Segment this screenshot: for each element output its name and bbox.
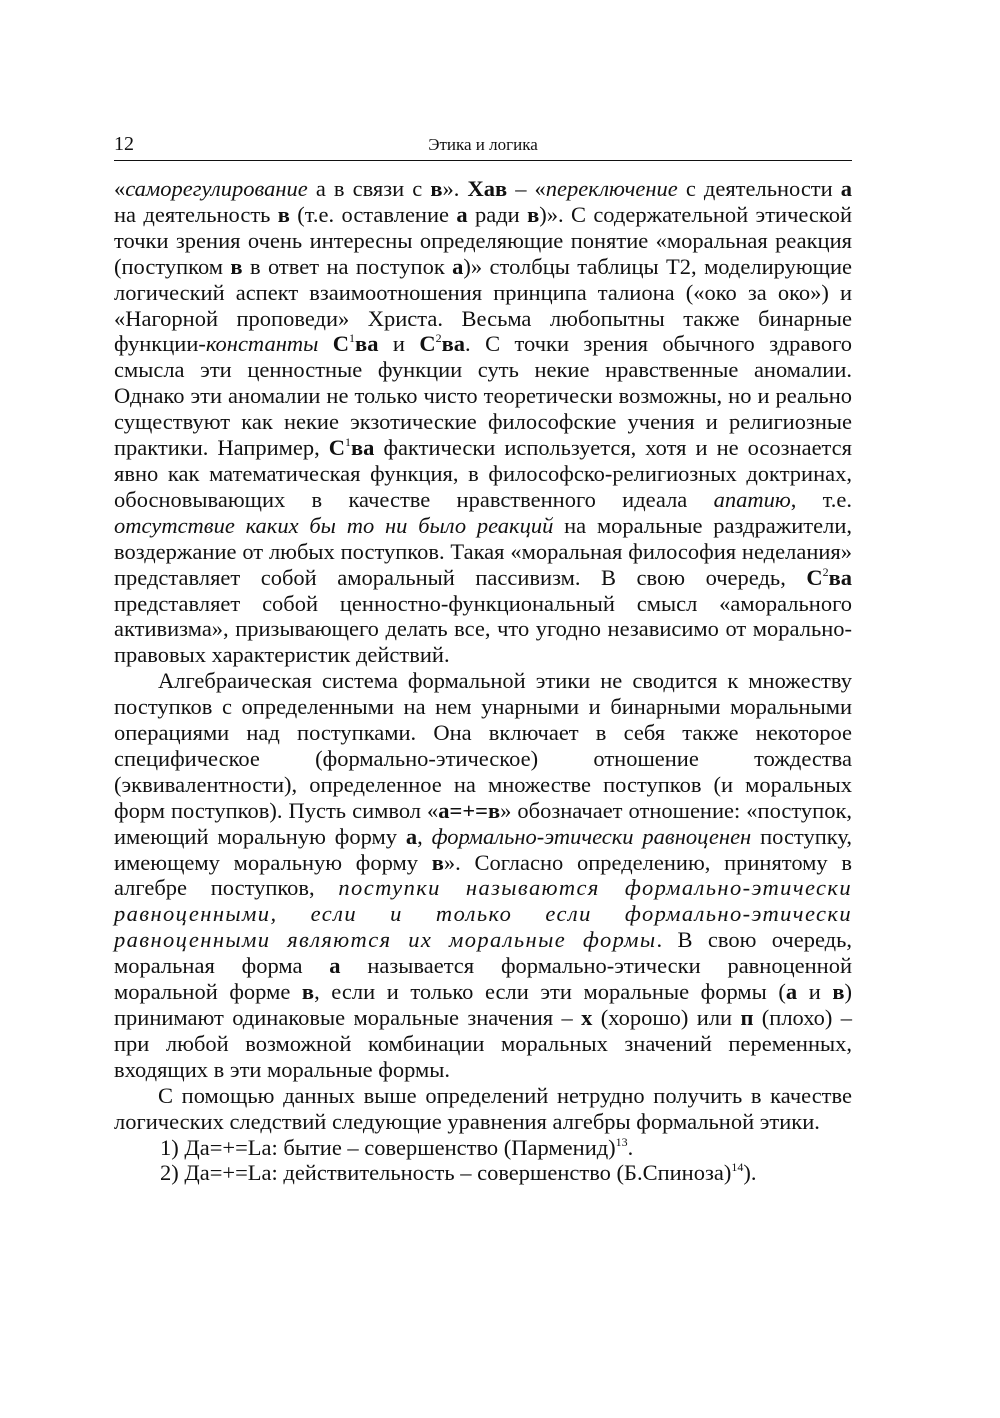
text-run: Алгебраическая система формальной этики не сводится к множеству поступков с определенными на нем унарными и бинарными моральными операциями над поступками. Она включает в себя также некоторое специфическое (формально-этическое) отношение тождества (эквивалентности), определенное на множестве поступков (и моральных форм поступков). Пусть символ « [114,668,852,823]
paragraph-3 [114,1083,852,1135]
superscript: 2 [435,331,442,346]
italic-term: отсутствие каких бы то ни было реакций [114,512,554,538]
bold-symbol: х [581,1005,593,1030]
bold-symbol: а [785,979,798,1005]
text-run: , т.е. [790,486,852,512]
bold-formula: а=+=в [438,797,501,823]
italic-term: формально-этически равноценен [431,823,752,849]
bold-symbol: а [456,201,468,227]
bold-symbol: а [840,176,853,201]
bold-symbol: С [332,331,350,357]
bold-symbol: Хав [467,176,508,201]
text-run: С помощью данных выше определений нетрудно получить в качестве логических следствий следующие уравнения алгебры формальной этики. [114,1082,852,1134]
bold-symbol: а [452,253,464,279]
text-run: )». С содержательной этической точки зрения очень интересны определяющие понятие «моральная реакция (поступком [114,201,853,279]
italic-term: саморегулирование [125,176,308,201]
text-run: (плохо) – при любой возможной комбинации моральных значений переменных, входящих в эти моральные формы. [114,1005,852,1082]
bold-symbol: ва [355,331,379,357]
text-run: на моральные раздражители, воздержание от любых поступков. Такая «моральная философия неделания» представляет собой аморальный пассивизм. В свою очередь, [114,512,852,590]
equation-2 [114,1160,852,1186]
italic-term: переключение [545,176,678,201]
bold-symbol: в [431,849,444,875]
footnote-ref: 13 [615,1134,628,1149]
superscript: 2 [822,564,829,579]
bold-symbol: С [806,564,823,590]
text-run: ». Согласно определению, принятому в алгебре поступков, [114,849,852,901]
text-run: называется формально-этически равноценной моральной форме [114,953,852,1005]
text-run: и [797,979,833,1005]
bold-symbol: ва [828,564,852,590]
bold-symbol: в [527,201,540,227]
running-title: Этика и логика [428,135,538,154]
text-run: (т.е. оставление [289,201,457,227]
text-run: « [114,176,126,201]
text-run: » обозначает отношение: «поступок, имеющий моральную форму [114,797,853,849]
bold-symbol: а [405,823,418,849]
footnote-ref: 14 [731,1160,744,1175]
bold-symbol: ва [351,435,375,461]
superscript: 1 [349,331,356,346]
text-run: . С точки зрения обычного здравого смысла эти ценностные функции суть некие нравственные аномалии. Однако эти аномалии не только чисто теоретически возможны, но и реально существуют как некие экзотические философские учения и религиозные практики. Например, [114,331,852,461]
text-run: представляет собой ценностно-функциональный смысл «аморального активизма», призывающего делать все, что угодно независимо от морально-правовых характеристик действий. [114,590,852,668]
bold-symbol: п [740,1005,754,1030]
italic-definition: поступки называются формально-этически равноценными, если и только если формально-этически равноценными являются их моральные формы [114,875,853,953]
page-header [114,132,852,161]
text-run: в ответ на поступок [242,253,453,279]
bold-symbol: в [430,176,443,201]
body-text [114,176,852,1186]
bold-symbol: в [277,201,290,227]
text-run: , [417,823,432,849]
equation-text: 2) Дa=+=Lа: действительность – совершенство (Б.Спиноза) [160,1160,732,1186]
text-run: . [627,1134,634,1160]
text-run: с деятельности [677,176,841,201]
italic-term: константы [205,331,319,357]
text-run: ) принимают одинаковые моральные значения – [114,979,852,1030]
superscript: 1 [345,435,352,450]
paragraph-1 [114,176,852,668]
text-run: а в связи с [307,176,431,201]
text-run: на деятельность [114,201,278,227]
page-number: 12 [114,133,134,155]
text-run: фактически используется, хотя и не осознается явно как математическая функция, в философско-религиозных доктринах, обосновывающих в качестве нравственного идеала [114,435,852,512]
bold-symbol: а [329,953,341,979]
equation-text: 1) Дa=+=Lа: бытие – совершенство (Парменид) [160,1134,616,1160]
text-run: )» столбцы таблицы Т2, моделирующие логический аспект взаимоотношения принципа талиона («око за око») и «Нагорной проповеди» Христа. Весьма любопытны также бинарные функции- [114,253,852,357]
text-run: ». [442,176,468,201]
text-run: поступку, имеющему моральную форму [114,823,852,875]
bold-symbol: С [328,435,346,461]
text-run [318,331,332,356]
text-run: ). [743,1160,757,1186]
bold-symbol: в [832,979,845,1005]
bold-symbol: в [301,979,315,1005]
equation-1 [114,1135,852,1161]
bold-symbol: в [230,253,243,279]
text-run: . В свою очередь, моральная форма [114,927,852,979]
text-run: – « [507,176,546,201]
text-run: ради [467,201,528,227]
italic-term: апатию [713,486,791,512]
text-run: (хорошо) или [592,1005,741,1030]
bold-symbol: С [419,331,436,357]
paragraph-2 [114,668,852,1083]
bold-symbol: ва [441,331,466,357]
text-run: , если и только если эти моральные формы ( [314,979,786,1005]
text-run: и [378,331,420,357]
